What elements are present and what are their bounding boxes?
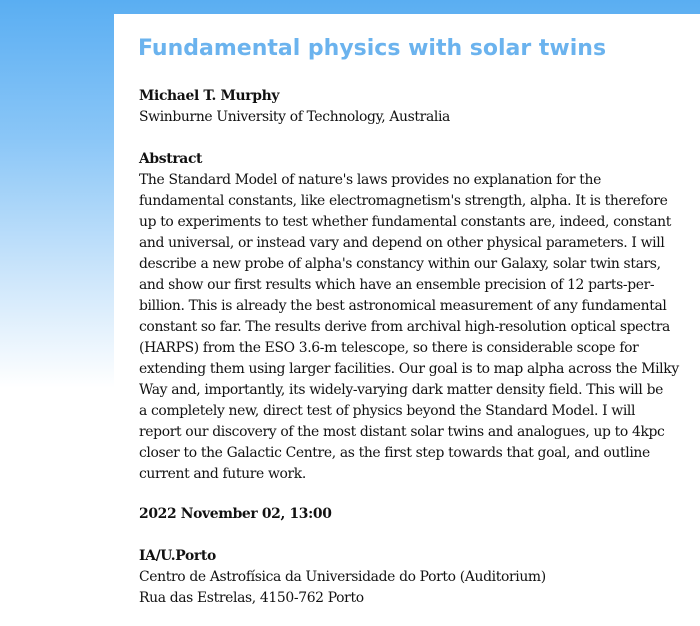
talk-title: Fundamental physics with solar twins (138, 36, 607, 61)
datetime-block (139, 504, 679, 525)
host-institution: IA/U.Porto (139, 548, 216, 564)
abstract-line: closer to the Galactic Centre, as the first step towards that goal, and outline (139, 445, 650, 461)
speaker-name: Michael T. Murphy (139, 88, 280, 104)
speaker-block (139, 86, 679, 128)
abstract-block (139, 149, 679, 485)
abstract-line: current and future work. (139, 466, 306, 482)
content-panel (114, 14, 700, 626)
abstract-line: (HARPS) from the ESO 3.6-m telescope, so there is considerable scope for (139, 340, 639, 356)
location-block (139, 546, 679, 609)
abstract-line: extending them using larger facilities. Our goal is to map alpha across the Milky (139, 361, 679, 377)
abstract-heading: Abstract (139, 151, 203, 167)
abstract-line: describe a new probe of alpha's constancy within our Galaxy, solar twin stars, (139, 256, 661, 272)
abstract-line: report our discovery of the most distant solar twins and analogues, up to 4kpc (139, 424, 665, 440)
abstract-line: and show our first results which have an ensemble precision of 12 parts-per- (139, 277, 655, 293)
abstract-line: The Standard Model of nature's laws provides no explanation for the (139, 172, 601, 188)
abstract-text (139, 170, 679, 485)
abstract-line: a completely new, direct test of physics beyond the Standard Model. I will (139, 403, 636, 419)
abstract-line: billion. This is already the best astronomical measurement of any fundamental (139, 298, 667, 314)
abstract-line: and universal, or instead vary and depend on other physical parameters. I will (139, 235, 665, 251)
venue-address: Rua das Estrelas, 4150-762 Porto (139, 590, 364, 606)
abstract-line: fundamental constants, like electromagnetism's strength, alpha. It is therefore (139, 193, 668, 209)
talk-datetime: 2022 November 02, 13:00 (139, 506, 332, 522)
abstract-line: constant so far. The results derive from archival high-resolution optical spectra (139, 319, 670, 335)
speaker-affiliation: Swinburne University of Technology, Australia (139, 109, 450, 125)
venue-name: Centro de Astrofísica da Universidade do Porto (Auditorium) (139, 569, 546, 585)
abstract-line: up to experiments to test whether fundamental constants are, indeed, constant (139, 214, 671, 230)
abstract-line: Way and, importantly, its widely-varying dark matter density field. This will be (139, 382, 663, 398)
